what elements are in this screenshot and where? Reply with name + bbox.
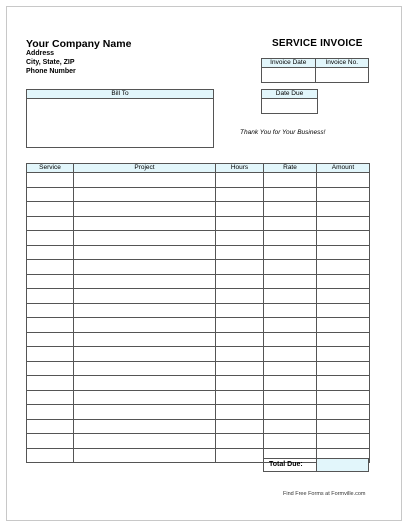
cell-rate[interactable] <box>264 303 317 318</box>
cell-rate[interactable] <box>264 245 317 260</box>
table-row <box>27 173 370 188</box>
cell-rate[interactable] <box>264 318 317 333</box>
cell-project[interactable] <box>74 216 216 231</box>
cell-rate[interactable] <box>264 274 317 289</box>
cell-amount[interactable] <box>317 390 370 405</box>
document-title: SERVICE INVOICE <box>272 38 363 49</box>
table-row <box>27 434 370 449</box>
cell-project[interactable] <box>74 448 216 463</box>
cell-service[interactable] <box>27 274 74 289</box>
company-name: Your Company Name <box>26 38 132 50</box>
date-due-box <box>261 89 318 114</box>
line-items-header-row <box>27 164 370 173</box>
cell-amount[interactable] <box>317 231 370 246</box>
invoice-meta-table <box>261 58 369 83</box>
cell-service[interactable] <box>27 376 74 391</box>
cell-service[interactable] <box>27 260 74 275</box>
cell-rate[interactable] <box>264 361 317 376</box>
cell-project[interactable] <box>74 390 216 405</box>
cell-rate[interactable] <box>264 390 317 405</box>
cell-hours[interactable] <box>216 405 264 420</box>
cell-amount[interactable] <box>317 245 370 260</box>
cell-amount[interactable] <box>317 289 370 304</box>
cell-rate[interactable] <box>264 202 317 217</box>
cell-hours[interactable] <box>216 390 264 405</box>
table-row <box>27 303 370 318</box>
cell-hours[interactable] <box>216 434 264 449</box>
cell-amount[interactable] <box>317 274 370 289</box>
bill-to-box <box>26 89 214 148</box>
cell-service[interactable] <box>27 231 74 246</box>
table-row <box>27 260 370 275</box>
cell-project[interactable] <box>74 260 216 275</box>
cell-rate[interactable] <box>264 405 317 420</box>
cell-project[interactable] <box>74 173 216 188</box>
cell-service[interactable] <box>27 361 74 376</box>
cell-amount[interactable] <box>317 202 370 217</box>
cell-hours[interactable] <box>216 419 264 434</box>
company-city-state-zip: City, State, ZIP <box>26 59 75 66</box>
table-row <box>27 347 370 362</box>
cell-hours[interactable] <box>216 187 264 202</box>
cell-service[interactable] <box>27 390 74 405</box>
cell-project[interactable] <box>74 361 216 376</box>
cell-project[interactable] <box>74 347 216 362</box>
cell-hours[interactable] <box>216 332 264 347</box>
cell-rate[interactable] <box>264 376 317 391</box>
cell-amount[interactable] <box>317 318 370 333</box>
cell-service[interactable] <box>27 303 74 318</box>
table-row <box>27 187 370 202</box>
company-phone: Phone Number <box>26 68 76 75</box>
cell-project[interactable] <box>74 231 216 246</box>
cell-amount[interactable] <box>317 434 370 449</box>
cell-rate[interactable] <box>264 347 317 362</box>
table-row <box>27 390 370 405</box>
total-due-field[interactable] <box>316 458 369 472</box>
cell-service[interactable] <box>27 434 74 449</box>
cell-project[interactable] <box>74 202 216 217</box>
line-items-table <box>26 163 370 463</box>
cell-hours[interactable] <box>216 231 264 246</box>
table-row <box>27 245 370 260</box>
cell-rate[interactable] <box>264 216 317 231</box>
date-due-field[interactable] <box>262 99 318 114</box>
cell-rate[interactable] <box>264 173 317 188</box>
cell-project[interactable] <box>74 318 216 333</box>
cell-project[interactable] <box>74 289 216 304</box>
column-header-service: Service <box>27 164 74 173</box>
thank-you-note: Thank You for Your Business! <box>240 129 326 136</box>
cell-project[interactable] <box>74 376 216 391</box>
cell-rate[interactable] <box>264 332 317 347</box>
cell-service[interactable] <box>27 419 74 434</box>
cell-hours[interactable] <box>216 303 264 318</box>
table-row <box>27 332 370 347</box>
cell-hours[interactable] <box>216 216 264 231</box>
cell-hours[interactable] <box>216 245 264 260</box>
table-row <box>27 361 370 376</box>
cell-rate[interactable] <box>264 419 317 434</box>
cell-amount[interactable] <box>317 419 370 434</box>
cell-hours[interactable] <box>216 448 264 463</box>
table-row <box>27 289 370 304</box>
table-row <box>27 231 370 246</box>
table-row <box>27 419 370 434</box>
invoice-number-field[interactable] <box>315 68 369 83</box>
column-header-rate: Rate <box>264 164 317 173</box>
cell-service[interactable] <box>27 347 74 362</box>
cell-service[interactable] <box>27 318 74 333</box>
total-due-label: Total Due: <box>269 461 303 468</box>
cell-project[interactable] <box>74 434 216 449</box>
bill-to-label: Bill To <box>27 90 214 99</box>
cell-hours[interactable] <box>216 318 264 333</box>
table-row <box>27 216 370 231</box>
cell-amount[interactable] <box>317 405 370 420</box>
cell-amount[interactable] <box>317 376 370 391</box>
cell-hours[interactable] <box>216 289 264 304</box>
cell-amount[interactable] <box>317 260 370 275</box>
cell-project[interactable] <box>74 405 216 420</box>
cell-amount[interactable] <box>317 173 370 188</box>
cell-hours[interactable] <box>216 202 264 217</box>
cell-service[interactable] <box>27 289 74 304</box>
cell-service[interactable] <box>27 405 74 420</box>
cell-service[interactable] <box>27 448 74 463</box>
cell-project[interactable] <box>74 245 216 260</box>
cell-amount[interactable] <box>317 216 370 231</box>
cell-rate[interactable] <box>264 434 317 449</box>
cell-rate[interactable] <box>264 289 317 304</box>
invoice-number-label: Invoice No. <box>315 59 369 68</box>
cell-project[interactable] <box>74 419 216 434</box>
company-address: Address <box>26 50 55 57</box>
cell-project[interactable] <box>74 274 216 289</box>
cell-hours[interactable] <box>216 361 264 376</box>
table-row <box>27 318 370 333</box>
column-header-amount: Amount <box>317 164 370 173</box>
cell-hours[interactable] <box>216 260 264 275</box>
table-row <box>27 405 370 420</box>
column-header-project: Project <box>74 164 216 173</box>
cell-amount[interactable] <box>317 303 370 318</box>
cell-hours[interactable] <box>216 274 264 289</box>
cell-service[interactable] <box>27 202 74 217</box>
cell-hours[interactable] <box>216 347 264 362</box>
table-row <box>27 274 370 289</box>
invoice-date-field[interactable] <box>262 68 316 83</box>
cell-service[interactable] <box>27 216 74 231</box>
cell-service[interactable] <box>27 187 74 202</box>
cell-service[interactable] <box>27 245 74 260</box>
cell-amount[interactable] <box>317 187 370 202</box>
cell-project[interactable] <box>74 303 216 318</box>
table-row <box>27 202 370 217</box>
cell-rate[interactable] <box>264 260 317 275</box>
column-header-hours: Hours <box>216 164 264 173</box>
cell-hours[interactable] <box>216 376 264 391</box>
cell-service[interactable] <box>27 173 74 188</box>
cell-hours[interactable] <box>216 173 264 188</box>
cell-project[interactable] <box>74 332 216 347</box>
cell-rate[interactable] <box>264 187 317 202</box>
bill-to-field[interactable] <box>27 99 214 148</box>
cell-service[interactable] <box>27 332 74 347</box>
cell-project[interactable] <box>74 187 216 202</box>
cell-amount[interactable] <box>317 361 370 376</box>
footer-note: Find Free Forms at Formville.com <box>283 491 366 497</box>
cell-rate[interactable] <box>264 231 317 246</box>
date-due-label: Date Due <box>262 90 318 99</box>
invoice-date-label: Invoice Date <box>262 59 316 68</box>
table-row <box>27 376 370 391</box>
cell-amount[interactable] <box>317 347 370 362</box>
cell-amount[interactable] <box>317 332 370 347</box>
